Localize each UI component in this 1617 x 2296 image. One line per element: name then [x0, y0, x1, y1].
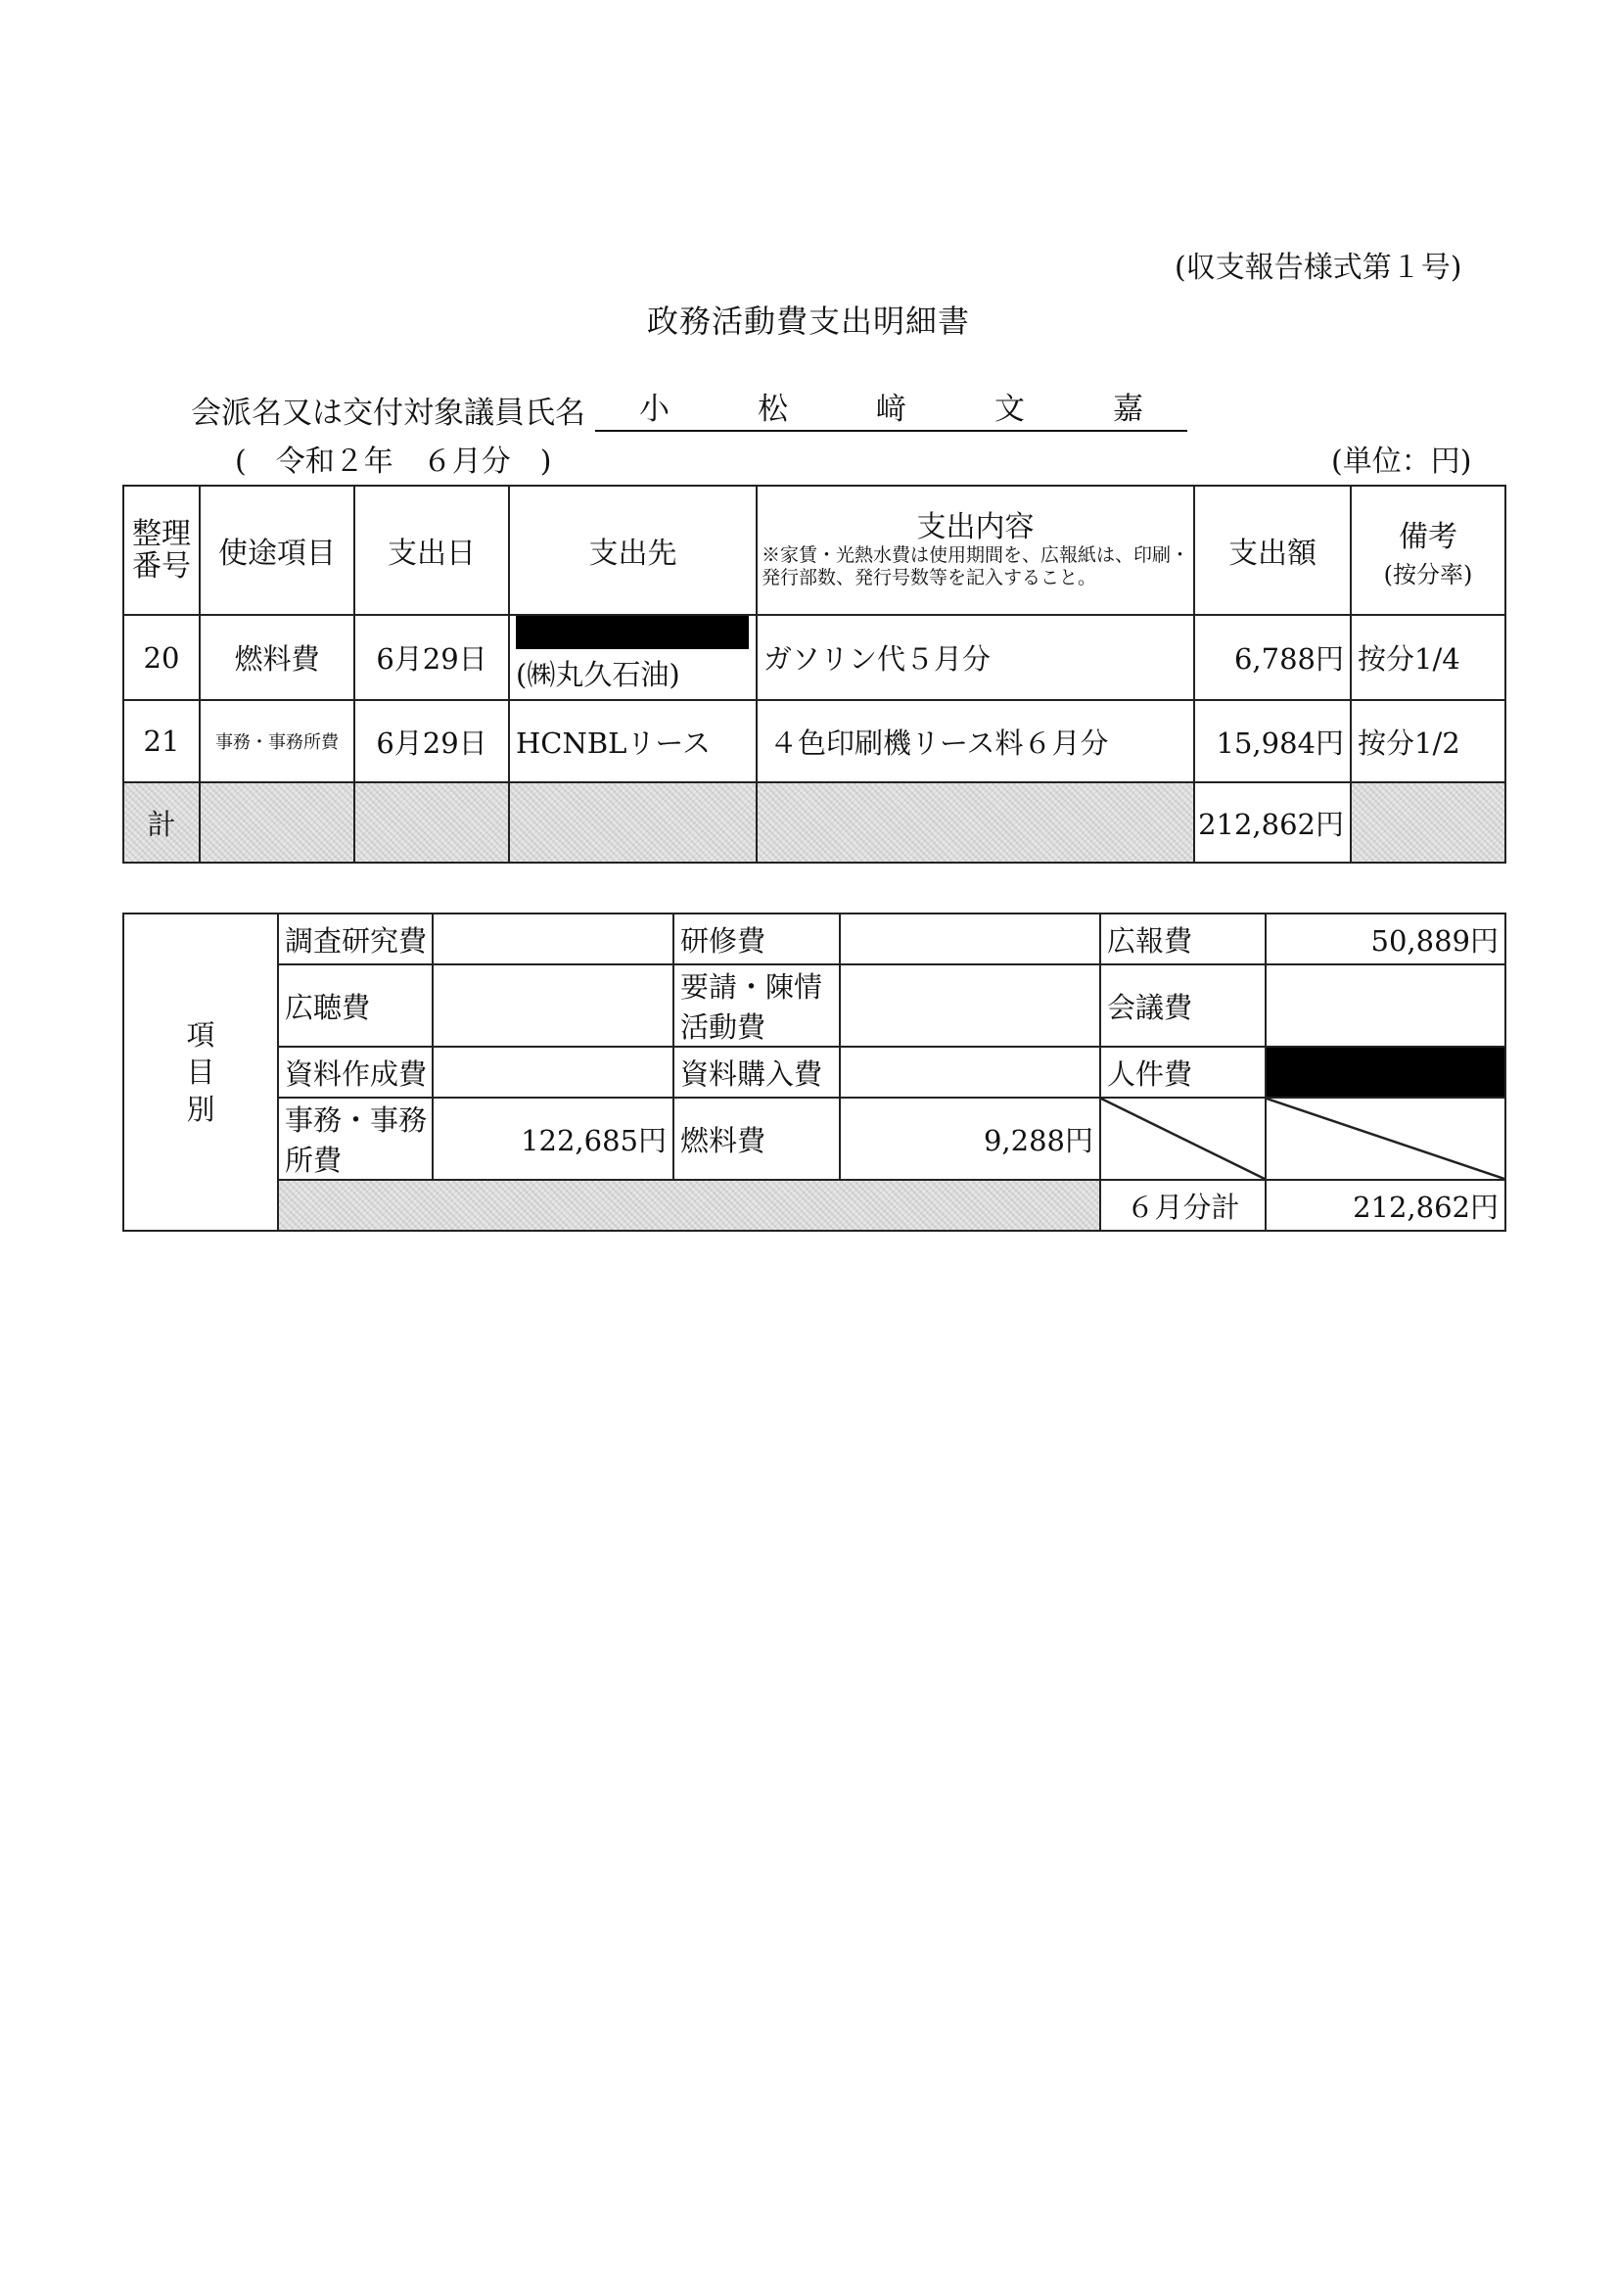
purchase-value: [840, 1047, 1100, 1098]
shaded-cell: [354, 782, 509, 863]
row-amount: 15,984円: [1194, 700, 1351, 782]
hearing-value: [433, 964, 673, 1047]
header-amount: 支出額: [1194, 486, 1351, 615]
row-category: 燃料費: [200, 615, 354, 700]
personnel-label: 人件費: [1100, 1047, 1266, 1098]
hearing-label: 広聴費: [278, 964, 433, 1047]
fuel-label: 燃料費: [673, 1098, 840, 1180]
row-payee: HCNBLリース: [509, 700, 757, 782]
form-number: (収支報告様式第１号): [1175, 251, 1462, 285]
header-payee: 支出先: [509, 486, 757, 615]
summary-row: [123, 964, 1505, 1047]
fuel-value: 9,288円: [840, 1098, 1100, 1180]
table-row: [123, 700, 1505, 782]
summary-row: [123, 1047, 1505, 1098]
office-value: 122,685円: [433, 1098, 673, 1180]
row-content: ４色印刷機リース料６月分: [757, 700, 1194, 782]
header-content-title: 支出内容: [916, 510, 1035, 544]
summary-side-label: [123, 914, 278, 1231]
row-content: ガソリン代５月分: [757, 615, 1194, 700]
diagonal-cell: [1266, 1098, 1505, 1180]
header-content: [757, 486, 1194, 615]
month-total-label: ６月分計: [1100, 1180, 1266, 1231]
month-total-value: 212,862円: [1266, 1180, 1505, 1231]
research-label: 調査研究費: [278, 914, 433, 964]
document-title: 政務活動費支出明細書: [646, 303, 970, 340]
summary-total-row: [123, 1180, 1505, 1231]
shaded-cell: [757, 782, 1194, 863]
member-name-char: 小: [639, 392, 670, 427]
category-summary-table: [122, 913, 1506, 1232]
row-payee-text: (㈱丸久石油): [516, 658, 680, 691]
header-remarks: [1351, 486, 1505, 615]
training-label: 研修費: [673, 914, 840, 964]
expense-detail-table: [122, 485, 1506, 864]
purchase-label: 資料購入費: [673, 1047, 840, 1098]
row-amount: 6,788円: [1194, 615, 1351, 700]
period: ( 令和２年 ６月分 ): [235, 445, 552, 479]
table-row: [123, 615, 1505, 700]
header-date: 支出日: [354, 486, 509, 615]
row-no: 21: [123, 700, 200, 782]
research-value: [433, 914, 673, 964]
row-date: 6月29日: [354, 700, 509, 782]
petition-value: [840, 964, 1100, 1047]
summary-row: [123, 914, 1505, 964]
header-content-note: ※家賃・光熱水費は使用期間を、広報紙は、印刷・発行部数、発行号数等を記入すること。: [762, 544, 1190, 588]
row-payee: [509, 615, 757, 700]
row-date: 6月29日: [354, 615, 509, 700]
materials-value: [433, 1047, 673, 1098]
header-remarks-sub: (按分率): [1383, 560, 1473, 588]
shaded-cell: [1351, 782, 1505, 863]
meeting-label: 会議費: [1100, 964, 1266, 1047]
row-remarks: 按分1/4: [1351, 615, 1505, 700]
member-name: [595, 384, 1187, 432]
side-label-char: 目: [186, 1055, 215, 1089]
member-row: [191, 384, 1187, 432]
row-category: 事務・事務所費: [200, 700, 354, 782]
shaded-cell: [278, 1180, 1100, 1231]
pr-value: 50,889円: [1266, 914, 1505, 964]
shaded-cell: [509, 782, 757, 863]
row-no: 20: [123, 615, 200, 700]
row-remarks: 按分1/2: [1351, 700, 1505, 782]
header-row: [123, 486, 1505, 615]
member-name-char: 文: [994, 392, 1025, 427]
personnel-redacted: [1266, 1047, 1505, 1098]
header-no: [123, 486, 200, 615]
redaction-bar: [516, 616, 749, 649]
header-no-line1: 整理: [132, 517, 191, 551]
side-label-char: 項: [186, 1018, 215, 1052]
total-label: 計: [123, 782, 200, 863]
total-row: [123, 782, 1505, 863]
side-label-char: 別: [186, 1093, 215, 1126]
member-name-char: 﨑: [876, 392, 906, 427]
meeting-value: [1266, 964, 1505, 1047]
total-amount: 212,862円: [1194, 782, 1351, 863]
member-name-char: 松: [758, 392, 788, 427]
materials-label: 資料作成費: [278, 1047, 433, 1098]
petition-label: 要請・陳情活動費: [673, 964, 840, 1047]
member-label: 会派名又は交付対象議員氏名: [191, 396, 585, 431]
summary-row: [123, 1098, 1505, 1180]
header-category: 使途項目: [200, 486, 354, 615]
unit-label: (単位：円): [1331, 445, 1472, 479]
office-label: 事務・事務所費: [278, 1098, 433, 1180]
header-no-line2: 番号: [132, 549, 191, 584]
shaded-cell: [200, 782, 354, 863]
header-remarks-title: 備考: [1399, 519, 1457, 554]
diagonal-cell: [1100, 1098, 1266, 1180]
member-name-char: 嘉: [1113, 392, 1143, 427]
training-value: [840, 914, 1100, 964]
pr-label: 広報費: [1100, 914, 1266, 964]
